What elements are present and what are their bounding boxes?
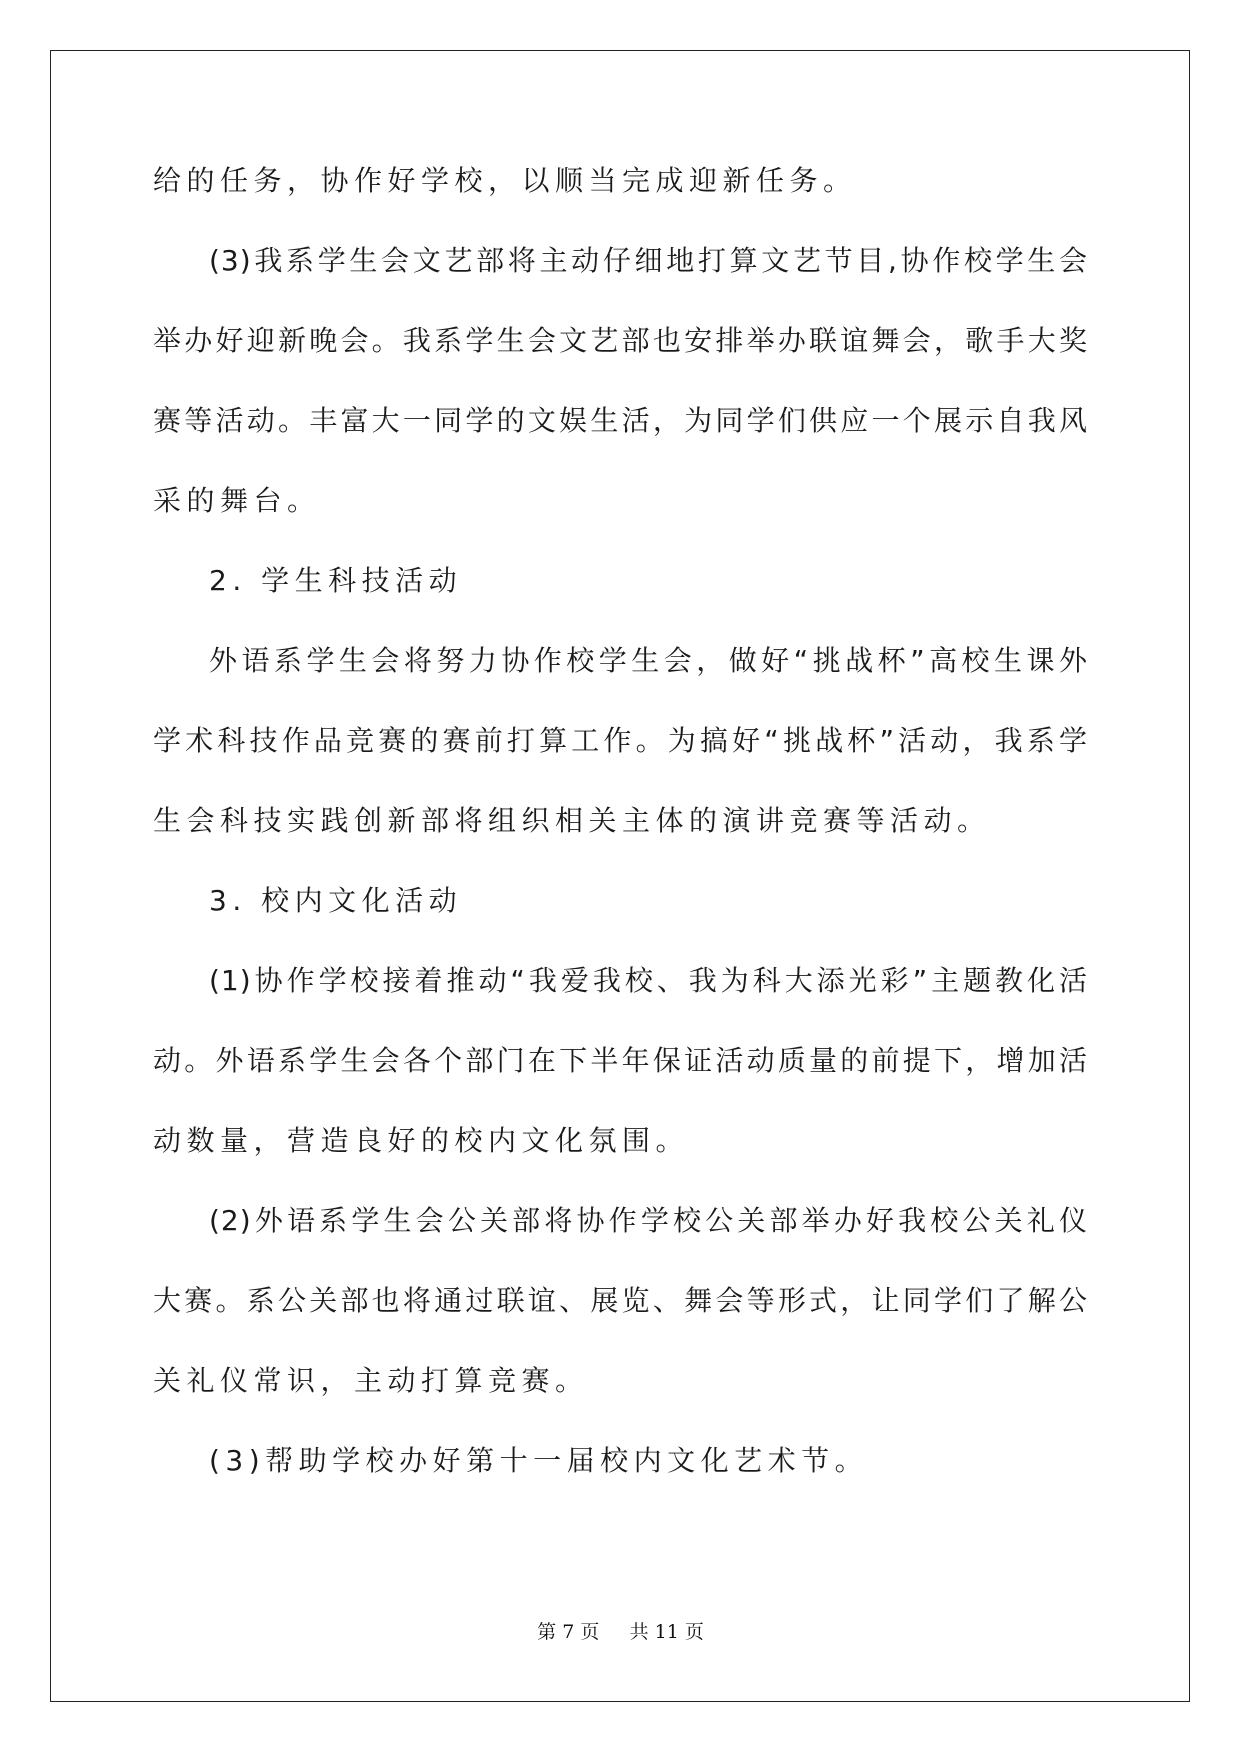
page-footer xyxy=(0,1617,1241,1644)
footer-spacer xyxy=(605,1621,623,1643)
page-number: 第 7 页 xyxy=(537,1621,600,1643)
text-line: (3)帮助学校办好第十一届校内文化艺术节。 xyxy=(209,1444,869,1477)
text-line: (3)我系学生会文艺部将主动仔细地打算文艺节目,协作校学生会 xyxy=(209,244,1088,277)
page-total: 共 11 页 xyxy=(629,1621,704,1643)
text-line: 举办好迎新晚会。我系学生会文艺部也安排举办联谊舞会，歌手大奖 xyxy=(153,324,1088,357)
text-line: 大赛。系公关部也将通过联谊、展览、舞会等形式，让同学们了解公 xyxy=(153,1284,1088,1317)
text-line: 2. 学生科技活动 xyxy=(209,564,463,597)
text-line: 生会科技实践创新部将组织相关主体的演讲竞赛等活动。 xyxy=(153,804,991,837)
text-line: (1)协作学校接着推动“我爱我校、我为科大添光彩”主题教化活 xyxy=(209,964,1088,997)
text-line: 采的舞台。 xyxy=(153,484,321,517)
text-line: 关礼仪常识，主动打算竞赛。 xyxy=(153,1364,589,1397)
text-line: 赛等活动。丰富大一同学的文娱生活，为同学们供应一个展示自我风 xyxy=(153,404,1088,437)
text-line: 给的任务，协作好学校，以顺当完成迎新任务。 xyxy=(153,164,857,197)
text-line: 外语系学生会将努力协作校学生会，做好“挑战杯”高校生课外 xyxy=(209,644,1088,677)
text-line: 学术科技作品竞赛的赛前打算工作。为搞好“挑战杯”活动，我系学 xyxy=(153,724,1088,757)
text-line: 3. 校内文化活动 xyxy=(209,884,463,917)
text-line: 动。外语系学生会各个部门在下半年保证活动质量的前提下，增加活 xyxy=(153,1044,1088,1077)
text-line: (2)外语系学生会公关部将协作学校公关部举办好我校公关礼仪 xyxy=(209,1204,1088,1237)
document-body xyxy=(153,160,1088,1520)
text-line: 动数量，营造良好的校内文化氛围。 xyxy=(153,1124,690,1157)
